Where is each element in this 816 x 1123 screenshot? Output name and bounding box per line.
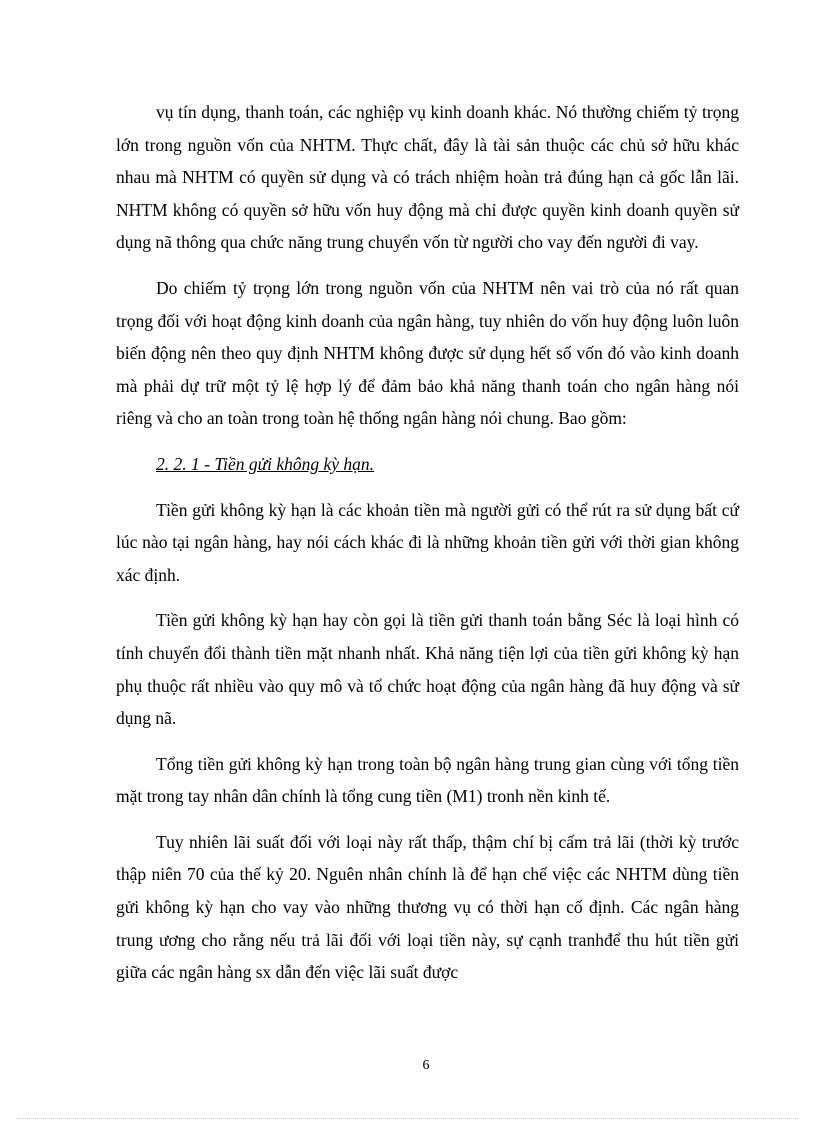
page-bottom-border bbox=[18, 1118, 798, 1119]
paragraph-3: Tiền gửi không kỳ hạn là các khoản tiền mà người gửi có thể rút ra sử dụng bất cứ lúc nào tại ngân hàng, hay nói cách khác đi là những khoản tiền gửi với thời gian không xác định. bbox=[116, 499, 739, 585]
paragraph-5: Tổng tiền gửi không kỳ hạn trong toàn bộ ngân hàng trung gian cùng với tổng tiền mặt trong tay nhân dân chính là tổng cung tiền (M1) tronh nền kinh tế. bbox=[116, 753, 739, 807]
paragraph-2: Do chiếm tỷ trọng lớn trong nguồn vốn của NHTM nên vai trò của nó rất quan trọng đối với hoạt động kinh doanh của ngân hàng, tuy nhiên do vốn huy động luôn luôn biến động nên theo quy định NHTM không được sử dụng hết số vốn đó vào kinh doanh mà phải dự trữ một tỷ lệ hợp lý để đảm bảo khả năng thanh toán cho ngân hàng nói riêng và cho an toàn trong toàn hệ thống ngân hàng nói chung. Bao gồm: bbox=[116, 277, 739, 429]
paragraph-1: vụ tín dụng, thanh toán, các nghiệp vụ kinh doanh khác. Nó thường chiếm tỷ trọng lớn trong nguồn vốn của NHTM. Thực chất, đây là tài sản thuộc các chủ sở hữu khác nhau mà NHTM có quyền sử dụng và có trách nhiệm hoàn trả đúng hạn cả gốc lẫn lãi. NHTM không có quyền sở hữu vốn huy động mà chỉ được quyền kinh doanh quyền sử dụng nã thông qua chức năng trung chuyển vốn từ người cho vay đến người đi vay. bbox=[116, 102, 739, 253]
paragraph-4: Tiền gửi không kỳ hạn hay còn gọi là tiền gửi thanh toán bằng Séc là loại hình có tính chuyển đổi thành tiền mặt nhanh nhất. Khả năng tiện lợi của tiền gửi không kỳ hạn phụ thuộc rất nhiều vào quy mô và tổ chức hoạt động của ngân hàng đã huy động và sử dụng nã. bbox=[116, 610, 739, 729]
section-heading-text: 2. 2. 1 - Tiền gửi không kỳ hạn. bbox=[156, 453, 375, 474]
section-heading bbox=[116, 448, 739, 481]
paragraph-6: Tuy nhiên lãi suất đối với loại này rất thấp, thậm chí bị cấm trả lãi (thời kỳ trước thập niên 70 của thế kỷ 20. Nguên nhân chính là để hạn chế việc các NHTM dùng tiền gửi không kỳ hạn cho vay vào những thương vụ có thời hạn cố định. Các ngân hàng trung ương cho rằng nếu trả lãi đối với loại tiền này, sự cạnh tranhđể thu hút tiền gửi giữa các ngân hàng sx dẫn đến việc lãi suất được bbox=[116, 831, 739, 983]
document-body bbox=[116, 96, 739, 989]
page-number: 6 bbox=[422, 1058, 430, 1073]
